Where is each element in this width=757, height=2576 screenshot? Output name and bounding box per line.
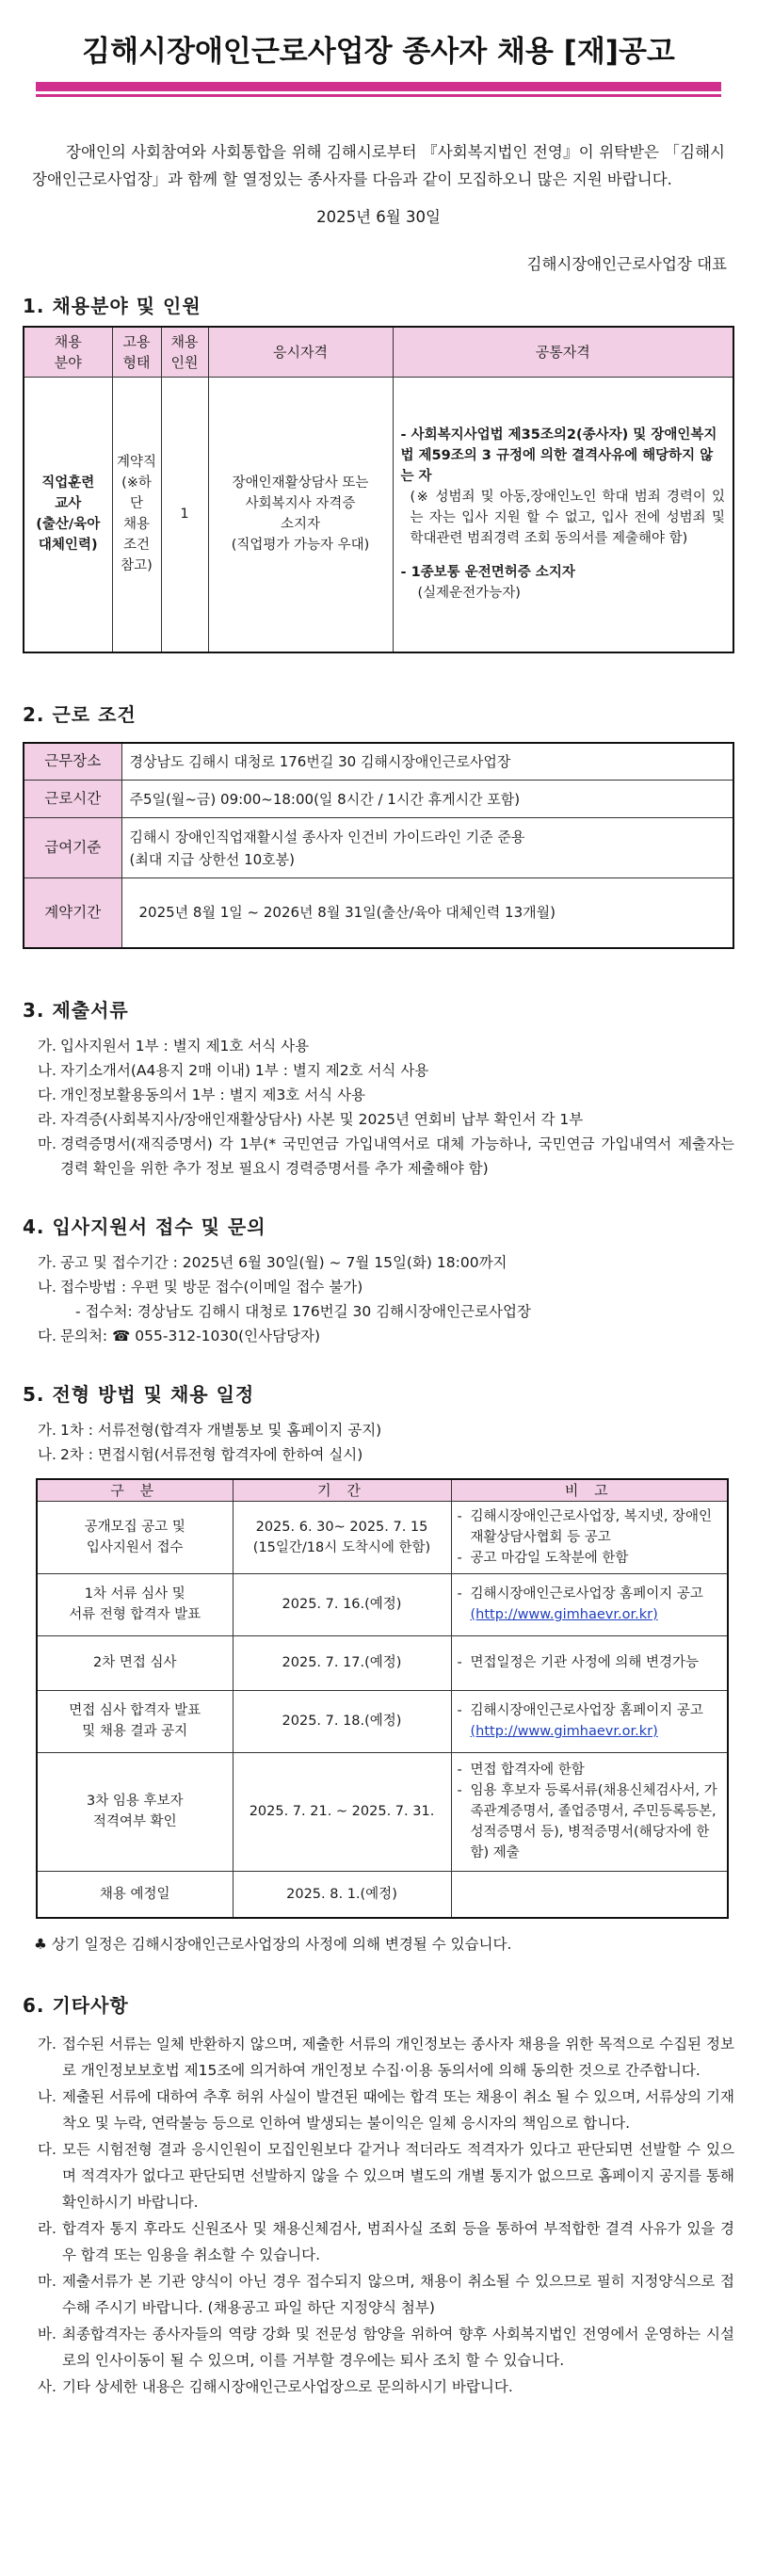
- work-label: 근무장소: [24, 743, 121, 781]
- list-item: - 접수처: 경상남도 김해시 대청로 176번길 30 김해시장애인근로사업장: [75, 1302, 531, 1320]
- recruitment-row: [24, 378, 733, 652]
- list-item: 다. 모든 시험전형 결과 응시인원이 모집인원보다 같거나 적더라도 적격자가 있다고 판단되면 선발할 수 있으며 적격자가 없다고 판단되면 선발하지 않을 수 있으며 별도의 개별 통지가 없으므로 홈페이지 공지를 통해 확인하시기 바랍니다.: [38, 2141, 734, 2212]
- cell-qualification: 장애인재활상담사 또는 사회복지사 자격증 소지자 (직업평가 가능자 우대): [208, 378, 393, 652]
- common-req-2-note: (실제운전가능자): [417, 586, 521, 602]
- page-title: 김해시장애인근로사업장 종사자 채용 [재]공고: [82, 35, 675, 69]
- selection-list: [38, 1418, 734, 1467]
- work-row: [24, 878, 733, 948]
- schedule-row: 3차 임용 후보자 적격여부 확인 2025. 7. 21. ~ 2025. 7. 31. - 면접 합격자에 한함 - 임용 후보자 등록서류(채용신체검사서, 가족관계증명서, 졸업증명서, 주민등록등본, 성적증명서 등), 병적증명서(해당자에 한함) 제출: [37, 1752, 728, 1871]
- header-remarks: 비 고: [451, 1479, 728, 1502]
- cell-field: 직업훈련 교사 (출산/육아 대체인력): [24, 378, 112, 652]
- schedule-change-note: ♣ 상기 일정은 김해시장애인근로사업장의 사정에 의해 변경될 수 있습니다.: [34, 1936, 512, 1953]
- list-item: 나. 2차 : 면접시험(서류전형 합격자에 한하여 실시): [38, 1445, 363, 1463]
- announcement-date: 2025년 6월 30일: [316, 207, 441, 226]
- list-item: 라. 합격자 통지 후라도 신원조사 및 채용신체검사, 범죄사실 조회 등을 통하여 부적합한 결격 사유가 있을 경우 합격 또는 임용을 취소할 수 있습니다.: [38, 2220, 734, 2264]
- contact-phone: 문의처: ☎ 055-312-1030(인사담당자): [60, 1327, 321, 1344]
- documents-list: [38, 1034, 734, 1181]
- common-req-1-note: (※ 성범죄 및 아동,장애인노인 학대 범죄 경력이 있는 자는 입사 지원 할 수 없고, 입사 전에 성범죄 및 학대관련 범죄경력 조회 동의서를 제출해야 함): [410, 490, 725, 547]
- common-req-1: - 사회복지사업법 제35조의2(종사자) 및 장애인복지법 제59조의 3 규정에 의한 결격사유에 해당하지 않는 자: [400, 427, 717, 485]
- common-req-2: - 1종보통 운전면허증 소지자: [400, 565, 575, 581]
- list-item: 바. 최종합격자는 종사자들의 역량 강화 및 전문성 함양을 위하여 향후 사회복지법인 전영에서 운영하는 시설로의 인사이동이 될 수 있으며, 이를 거부할 경우에는 퇴사 조치 할 수 있습니다.: [38, 2326, 734, 2370]
- work-label: 근로시간: [24, 781, 121, 818]
- work-row: [24, 818, 733, 878]
- work-row: [24, 781, 733, 818]
- list-item: 가. 공고 및 접수기간 : 2025년 6월 30일(월) ~ 7월 15일(화) 18:00까지: [38, 1253, 507, 1271]
- cell-common: [393, 378, 733, 652]
- header-qualification: 응시자격: [208, 327, 393, 378]
- header-employment: 고용 형태: [112, 327, 161, 378]
- title-underline-thin: [36, 94, 721, 97]
- section-5-heading: 5. 전형 방법 및 채용 일정: [23, 1382, 255, 1406]
- section-3-heading: 3. 제출서류: [23, 998, 129, 1022]
- header-common: 공통자격: [393, 327, 733, 378]
- header-period: 기 간: [233, 1479, 451, 1502]
- document-page: [0, 26, 757, 2423]
- list-item: 마. 제출서류가 본 기관 양식이 아닌 경우 접수되지 않으며, 채용이 취소될 수 있으므로 필히 지정양식으로 접수해 주시기 바랍니다. (채용공고 파일 하단 지정양식 첨부): [38, 2273, 734, 2317]
- work-conditions-table: [23, 742, 734, 949]
- list-item: 나. 자기소개서(A4용지 2매 이내) 1부 : 별지 제2호 서식 사용: [38, 1061, 429, 1079]
- schedule-row: 공개모집 공고 및 입사지원서 접수 2025. 6. 30~ 2025. 7. 15 (15일간/18시 도착시에 한함) - 김해시장애인근로사업장, 복지넷, 장애인재활상담사협회 등 공고 - 공고 마감일 도착분에 한함: [37, 1501, 728, 1573]
- recruitment-table: [23, 326, 734, 653]
- work-value: 경상남도 김해시 대청로 176번길 30 김해시장애인근로사업장: [121, 743, 733, 781]
- cell-employment: 계약직 (※하단 채용 조건 참고): [112, 378, 161, 652]
- organization-name: 김해시장애인근로사업장 대표: [526, 255, 727, 274]
- homepage-link[interactable]: (http://www.gimhaevr.or.kr): [470, 1724, 658, 1739]
- header-field: 채용 분야: [24, 327, 112, 378]
- work-label: 급여기준: [24, 818, 121, 878]
- section-4-heading: 4. 입사지원서 접수 및 문의: [23, 1215, 266, 1238]
- cell-count: 1: [161, 378, 208, 652]
- intro-block: [32, 138, 725, 193]
- work-value: 2025년 8월 1일 ~ 2026년 8월 31일(출산/육아 대체인력 13개월): [121, 878, 733, 948]
- recruitment-table-header: [24, 327, 733, 378]
- list-item: 다. 개인정보활용동의서 1부 : 별지 제3호 서식 사용: [38, 1086, 366, 1103]
- misc-list: [38, 2031, 734, 2400]
- schedule-row: 면접 심사 합격자 발표 및 채용 결과 공지 2025. 7. 18.(예정) - 김해시장애인근로사업장 홈페이지 공고 (http://www.gimhaevr.or.kr): [37, 1690, 728, 1752]
- schedule-row: 2차 면접 심사 2025. 7. 17.(예정) - 면접일정은 기관 사정에 의해 변경가능: [37, 1635, 728, 1690]
- header-category: 구 분: [37, 1479, 233, 1502]
- header-count: 채용 인원: [161, 327, 208, 378]
- list-item: 나. 접수방법 : 우편 및 방문 접수(이메일 접수 불가): [38, 1278, 363, 1296]
- work-value: 김해시 장애인직업재활시설 종사자 인건비 가이드라인 기준 준용 (최대 지급 상한선 10호봉): [121, 818, 733, 878]
- list-item: 마. 경력증명서(재직증명서) 각 1부(* 국민연금 가입내역서로 대체 가능하나, 국민연금 가입내역서 제출자는 경력 확인을 위한 추가 정보 필요시 경력증명서를 추가 제출해야 함): [38, 1135, 734, 1177]
- title-block: [36, 26, 721, 97]
- intro-text: 장애인의 사회참여와 사회통합을 위해 김해시로부터 『사회복지법인 전영』이 위탁받은 「김해시장애인근로사업장」과 함께 할 열정있는 종사자를 다음과 같이 모집하오니 많은 지원 바랍니다.: [32, 142, 725, 188]
- application-list: [38, 1250, 734, 1348]
- schedule-header: [37, 1479, 728, 1502]
- list-item: 가. 접수된 서류는 일체 반환하지 않으며, 제출한 서류의 개인정보는 종사자 채용을 위한 목적으로 수집된 정보로 개인정보보호법 제15조에 의거하여 개인정보 수집·이용 동의서에 의해 동의한 것으로 간주합니다.: [38, 2036, 734, 2080]
- list-item: 가. 1차 : 서류전형(합격자 개별통보 및 홈페이지 공지): [38, 1421, 382, 1439]
- schedule-table: [36, 1478, 729, 1920]
- section-1-heading: 1. 채용분야 및 인원: [23, 295, 201, 317]
- list-item: 사. 기타 상세한 내용은 김해시장애인근로사업장으로 문의하시기 바랍니다.: [38, 2378, 513, 2396]
- schedule-row: 채용 예정일 2025. 8. 1.(예정): [37, 1871, 728, 1918]
- work-label: 계약기간: [24, 878, 121, 948]
- schedule-row: 1차 서류 심사 및 서류 전형 합격자 발표 2025. 7. 16.(예정) - 김해시장애인근로사업장 홈페이지 공고 (http://www.gimhaevr.or.kr): [37, 1573, 728, 1635]
- section-2-heading: 2. 근로 조건: [23, 702, 137, 726]
- list-item: 다. 문의처: ☎ 055-312-1030(인사담당자): [38, 1324, 734, 1348]
- list-item: 나. 제출된 서류에 대하여 추후 허위 사실이 발견된 때에는 합격 또는 채용이 취소 될 수 있으며, 서류상의 기재착오 및 누락, 연락불능 등으로 인하여 발생되는 불이익은 일체 응시자의 책임으로 합니다.: [38, 2088, 734, 2133]
- work-value: 주5일(월~금) 09:00~18:00(일 8시간 / 1시간 휴게시간 포함): [121, 781, 733, 818]
- list-item: 라. 자격증(사회복지사/장애인재활상담사) 사본 및 2025년 연회비 납부 확인서 각 1부: [38, 1110, 584, 1128]
- homepage-link[interactable]: (http://www.gimhaevr.or.kr): [470, 1607, 658, 1622]
- work-row: [24, 743, 733, 781]
- title-underline: [36, 82, 721, 91]
- list-item: 가. 입사지원서 1부 : 별지 제1호 서식 사용: [38, 1037, 310, 1055]
- section-6-heading: 6. 기타사항: [23, 1994, 129, 2018]
